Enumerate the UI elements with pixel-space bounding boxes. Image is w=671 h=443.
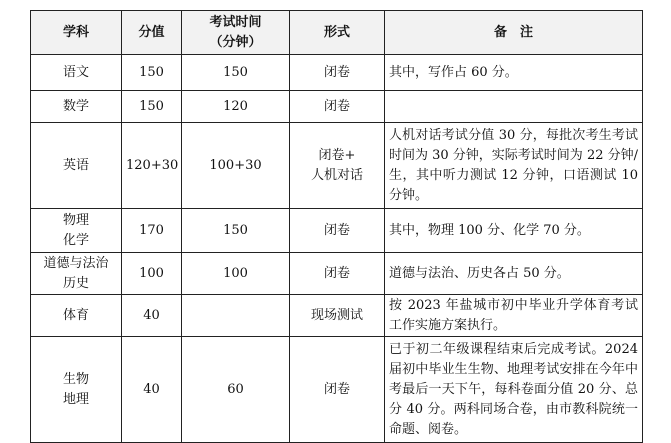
cell-remarks [385, 91, 643, 123]
cell-time: 100 [182, 253, 290, 295]
table-row [31, 295, 643, 337]
cell-format: 闭卷 [290, 209, 385, 253]
cell-subject: 英语 [31, 123, 122, 209]
cell-score: 120+30 [122, 123, 182, 209]
table-row [31, 55, 643, 91]
cell-remarks: 其中，物理 100 分、化学 70 分。 [385, 209, 643, 253]
cell-score: 170 [122, 209, 182, 253]
cell-subject: 物理 化学 [31, 209, 122, 253]
cell-subject: 语文 [31, 55, 122, 91]
header-format: 形式 [290, 11, 385, 55]
cell-score: 40 [122, 337, 182, 443]
header-score: 分值 [122, 11, 182, 55]
cell-subject: 生物 地理 [31, 337, 122, 443]
cell-subject: 道德与法治 历史 [31, 253, 122, 295]
cell-subject: 体育 [31, 295, 122, 337]
table-row [31, 91, 643, 123]
cell-format: 闭卷+ 人机对话 [290, 123, 385, 209]
table-row [31, 209, 643, 253]
cell-remarks: 已于初二年级课程结束后完成考试。2024 届初中毕业生生物、地理考试安排在今年中考最后一天下午，每科卷面分值 20 分、总分 40 分。两科同场合卷，由市教科院统一命题、阅卷。 [385, 337, 643, 443]
cell-score: 100 [122, 253, 182, 295]
cell-score: 40 [122, 295, 182, 337]
cell-score: 150 [122, 91, 182, 123]
cell-format: 闭卷 [290, 91, 385, 123]
cell-format: 闭卷 [290, 337, 385, 443]
table-header-row [31, 11, 643, 55]
cell-remarks: 按 2023 年盐城市初中毕业升学体育考试工作实施方案执行。 [385, 295, 643, 337]
cell-remarks: 道德与法治、历史各占 50 分。 [385, 253, 643, 295]
cell-format: 闭卷 [290, 55, 385, 91]
header-time: 考试时间 （分钟） [182, 11, 290, 55]
table-row [31, 253, 643, 295]
table-row [31, 337, 643, 443]
exam-schedule-table [30, 10, 643, 443]
cell-remarks: 其中，写作占 60 分。 [385, 55, 643, 91]
table-row [31, 123, 643, 209]
header-remarks: 备 注 [385, 11, 643, 55]
cell-score: 150 [122, 55, 182, 91]
cell-time [182, 295, 290, 337]
cell-time: 120 [182, 91, 290, 123]
cell-time: 150 [182, 55, 290, 91]
cell-format: 现场测试 [290, 295, 385, 337]
cell-time: 100+30 [182, 123, 290, 209]
cell-subject: 数学 [31, 91, 122, 123]
cell-remarks: 人机对话考试分值 30 分，每批次考生考试时间为 30 分钟，实际考试时间为 22 分钟/生，其中听力测试 12 分钟，口语测试 10 分钟。 [385, 123, 643, 209]
cell-time: 60 [182, 337, 290, 443]
cell-format: 闭卷 [290, 253, 385, 295]
header-subject: 学科 [31, 11, 122, 55]
cell-time: 150 [182, 209, 290, 253]
